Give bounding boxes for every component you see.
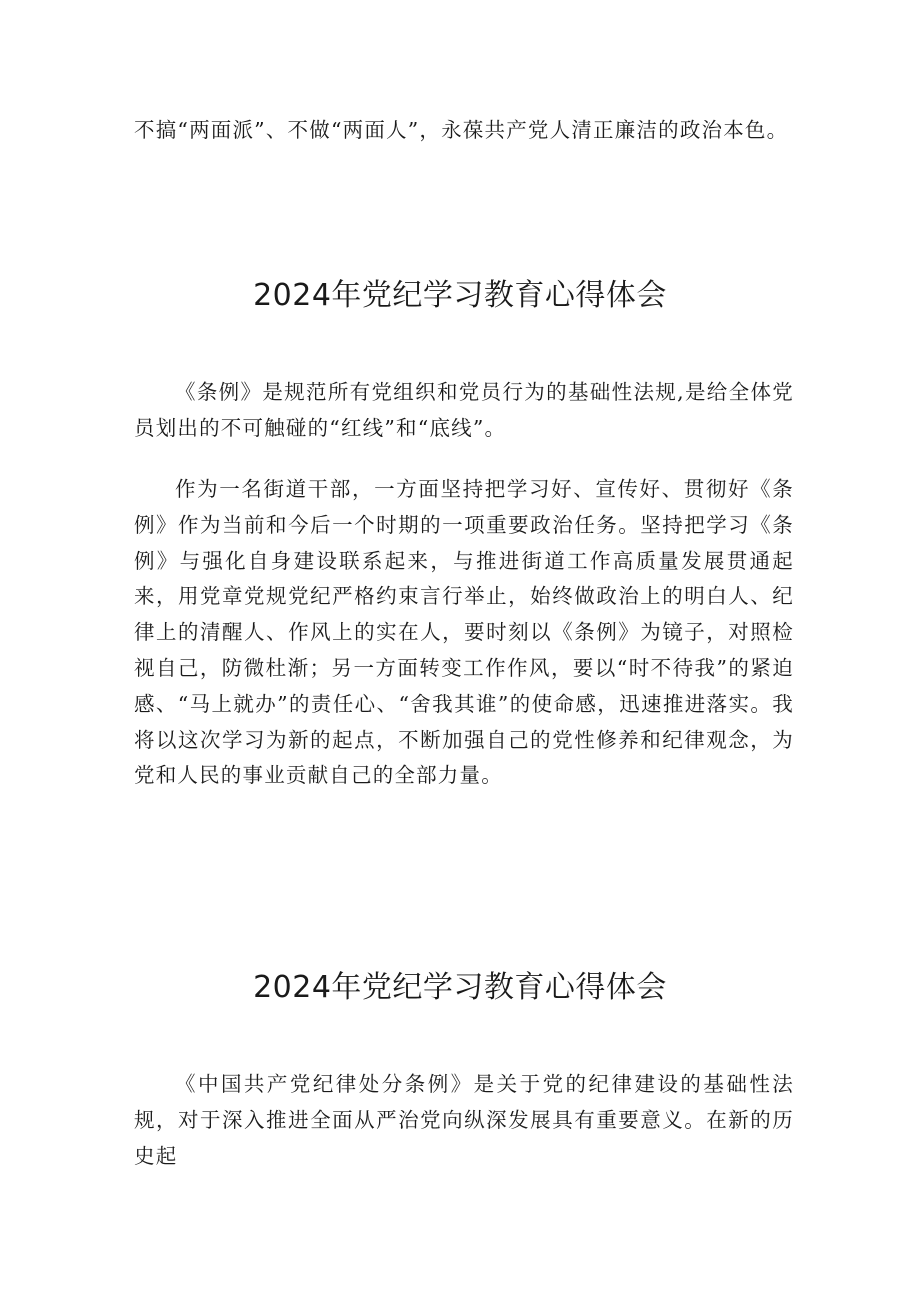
section-title-1: 2024年党纪学习教育心得体会 (253, 278, 667, 313)
section-1-paragraph-2: 作为一名街道干部，一方面坚持把学习好、宣传好、贯彻好《条例》作为当前和今后一个时期的一项重要政治任务。坚持把学习《条例》与强化自身建设联系起来，与推进街道工作高质量发展贯通起来，用党章党规党纪严格约束言行举止，始终做政治上的明白人、纪律上的清醒人、作风上的实在人，要时刻以《条例》为镜子，对照检视自己，防微杜渐；另一方面转变工作作风，要以“时不待我”的紧迫感、“马上就办”的责任心、“舍我其谁”的使命感，迅速推进落实。我将以这次学习为新的起点，不断加强自己的党性修养和纪律观念，为党和人民的事业贡献自己的全部力量。 (134, 477, 794, 788)
section-1-paragraph-1: 《条例》是规范所有党组织和党员行为的基础性法规,是给全体党员划出的不可触碰的“红线”和“底线”。 (134, 380, 794, 440)
top-paragraph-fragment: 不搞“两面派”、不做“两面人”，永葆共产党人清正廉洁的政治本色。 (134, 118, 789, 142)
section-2-paragraph-1: 《中国共产党纪律处分条例》是关于党的纪律建设的基础性法规，对于深入推进全面从严治党向纵深发展具有重要意义。在新的历史起 (134, 1072, 794, 1168)
section-title-2: 2024年党纪学习教育心得体会 (253, 970, 667, 1005)
